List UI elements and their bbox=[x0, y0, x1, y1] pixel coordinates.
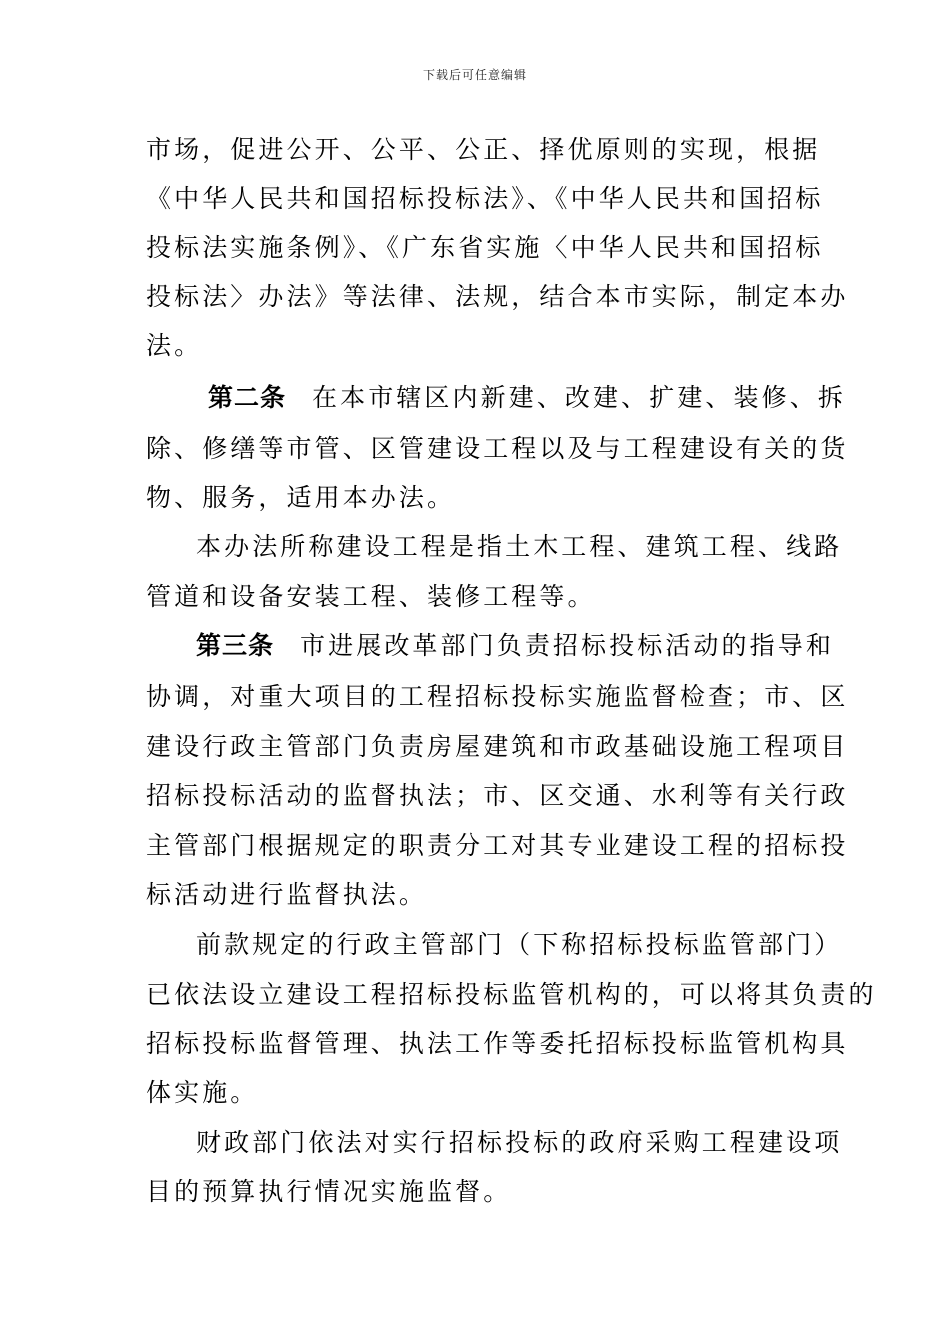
text-line: 物、服务，适用本办法。 bbox=[146, 483, 456, 512]
article-2-heading: 第二条 bbox=[208, 383, 287, 412]
text-line: 市进展改革部门负责招标投标活动的指导和 bbox=[300, 631, 834, 660]
text-line: 招标投标活动的监督执法；市、区交通、水利等有关行政 bbox=[146, 781, 849, 810]
article-2-first-line bbox=[208, 382, 846, 414]
text-line: 目的预算执行情况实施监督。 bbox=[146, 1177, 512, 1206]
text-line: 财政部门依法对实行招标投标的政府采购工程建设项 bbox=[196, 1128, 843, 1157]
text-line: 前款规定的行政主管部门（下称招标投标监管部门） bbox=[196, 930, 843, 959]
text-line: 法。 bbox=[146, 331, 203, 360]
text-line: 招标投标监督管理、执法工作等委托招标投标监管机构具 bbox=[146, 1029, 849, 1058]
text-line: 主管部门根据规定的职责分工对其专业建设工程的招标投 bbox=[146, 831, 849, 860]
text-line: 建设行政主管部门负责房屋建筑和市政基础设施工程项目 bbox=[146, 732, 849, 761]
text-line: 协调，对重大项目的工程招标投标实施监督检查；市、区 bbox=[146, 682, 849, 711]
text-line: 除、修缮等市管、区管建设工程以及与工程建设有关的货 bbox=[146, 434, 849, 463]
text-line: 已依法设立建设工程招标投标监管机构的，可以将其负责的 bbox=[146, 980, 877, 1009]
text-line: 投标法〉办法》等法律、法规，结合本市实际，制定本办 bbox=[146, 282, 849, 311]
article-3-heading: 第三条 bbox=[196, 631, 275, 660]
text-line: 本办法所称建设工程是指土木工程、建筑工程、线路 bbox=[196, 532, 843, 561]
text-line: 《中华人民共和国招标投标法》、《中华人民共和国招标 bbox=[146, 184, 824, 213]
article-3-first-line bbox=[196, 630, 834, 662]
text-line: 管道和设备安装工程、装修工程等。 bbox=[146, 582, 596, 611]
page-header-note: 下载后可任意编辑 bbox=[422, 68, 527, 82]
text-line: 市场，促进公开、公平、公正、择优原则的实现，根据 bbox=[146, 135, 821, 164]
text-line: 投标法实施条例》、《广东省实施〈中华人民共和国招标 bbox=[146, 233, 824, 262]
text-line: 标活动进行监督执法。 bbox=[146, 880, 428, 909]
text-line: 体实施。 bbox=[146, 1078, 259, 1107]
text-line: 在本市辖区内新建、改建、扩建、装修、拆 bbox=[312, 383, 846, 412]
